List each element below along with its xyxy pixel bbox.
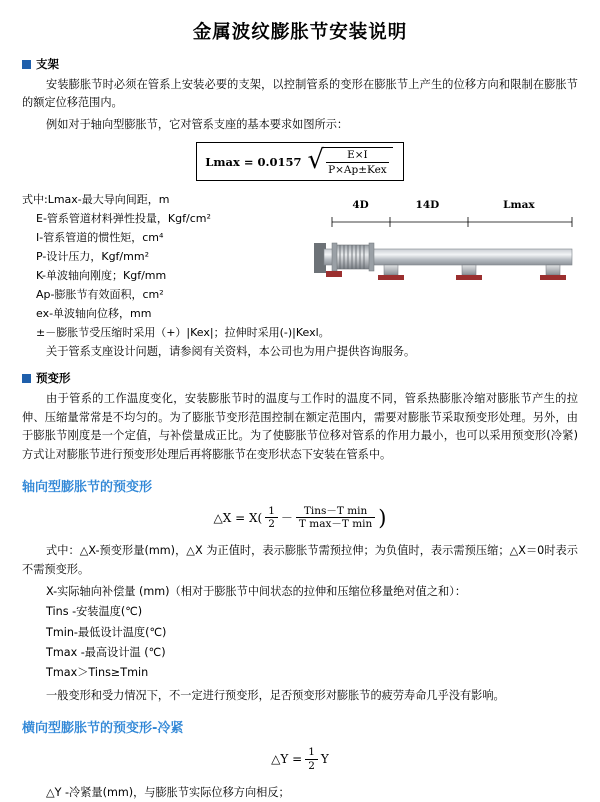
axial-formula-note: 式中：△X-预变形量(mm)，△X 为正值时，表示膨胀节需预拉伸；为负值时，表示需预压缩；△X＝0时表示不需预变形。 [22,544,578,576]
symbol-legend [22,191,330,342]
axial-symbol-item: Tins -安装温度(℃) [46,605,143,619]
half-numerator: 1 [308,746,315,759]
legend-item: ex-单波轴向位移，mm [36,306,152,320]
section-heading-predeform [22,370,578,386]
section-label-predeform: 预变形 [36,371,71,386]
bracket-paragraph-1: 安装膨胀节时必须在管系上安装必要的支架，以控制管系的变形在膨胀节上产生的位移方向和限制在膨胀节的额定位移范围内。 [22,78,578,110]
figure-label-lmax: Lmax [503,199,535,212]
temp-numerator: Tins－T min [303,505,368,518]
legend-and-figure [22,191,578,342]
axial-symbol-item: Tmin-最低设计温度(℃) [46,625,167,639]
piping-diagram-svg [310,213,578,295]
sqrt-icon: √ [307,145,325,176]
section-heading-bracket [22,56,578,72]
legend-item: ±－膨胀节受压缩时采用（+）|Kex|；拉伸时采用(-)|Kexl。 [36,325,330,339]
axial-tail-note: 一般变形和受力情况下，不一定进行预变形，足否预变形对膨胀节的疲劳寿命几乎没有影响。 [46,689,505,702]
figure-dimension-labels [310,199,578,213]
legend-item: 式中:Lmax-最大导向间距，m [22,193,170,207]
lateral-formula-lhs: △Y = [271,752,303,767]
sqrt-group [307,147,392,176]
subheading-lateral-predeform: 横向型膨胀节的预变形-冷紧 [22,721,184,737]
bracket-paragraph-2: 例如对于轴向型膨胀节，它对管系支座的基本要求如图所示： [46,117,349,131]
lmax-formula-box [196,142,403,181]
legend-item: E-管系管道材料弹性投量，Kgf/cm² [36,212,211,226]
expansion-joint-figure [310,199,578,295]
figure-label-4d: 4D [352,199,369,212]
axial-symbol-item: Tmax＞Tins≥Tmin [46,665,149,679]
axial-symbol-item: Tmax -最高设计温 (℃) [46,645,166,659]
temp-denominator: T max－T min [296,517,375,530]
lmax-formula-denominator: P×Ap±Kex [328,164,387,177]
section-label-bracket: 支架 [36,57,59,71]
bellows-unit [332,243,374,271]
half-denominator: 2 [305,759,318,772]
figure-label-14d: 14D [415,199,440,212]
lmax-formula-numerator: E×I [347,149,368,162]
bracket-paragraph-3: 关于管系支座设计问题，请参阅有关资料，本公司也为用户提供咨询服务。 [46,344,416,358]
lateral-predeform-formula [22,746,578,771]
lmax-formula-lhs: Lmax = 0.0157 [205,154,302,169]
axial-predeform-formula [22,505,578,530]
axial-formula-fraction-half [265,505,278,530]
legend-item: K-单波轴向刚度；Kgf/mm [36,269,167,283]
page-title: 金属波纹膨胀节安装说明 [192,22,408,43]
subheading-axial-predeform: 轴向型膨胀节的预变形 [22,480,153,496]
legend-item: P-设计压力，Kgf/mm² [36,250,149,264]
legend-item: Ap-膨胀节有效面积，cm² [36,287,164,301]
half-denominator: 2 [265,517,278,530]
half-numerator: 1 [268,505,275,518]
lmax-formula [22,142,578,181]
blue-square-bullet-icon [22,374,31,383]
legend-item: I-管系管道的惯性矩，cm⁴ [36,231,164,245]
axial-formula-minus: － [280,511,293,526]
blue-square-bullet-icon [22,60,31,69]
lateral-formula-note: △Y -冷紧量(mm)，与膨胀节实际位移方向相反； [46,785,290,799]
lateral-formula-fraction-half [305,746,318,771]
axial-symbol-item: X-实际轴向补偿量 (mm)（相对于膨胀节中间状态的拉伸和压缩位移量绝对值之和）： [46,585,467,599]
axial-formula-rhs: ) [378,505,387,530]
lateral-formula-rhs: Y [320,752,329,767]
dimension-lines [332,217,572,227]
axial-formula-lhs: △X = X( [213,510,263,525]
predeform-paragraph-1: 由于管系的工作温度变化，安装膨胀节时的温度与工作时的温度不同，管系热膨胀冷缩对膨胀节产生的拉伸、压缩量常常是不均匀的。为了膨胀节变形范围控制在额定范围内，需要对膨胀节采取预变形处理。另外，由于膨胀节刚度是一个定值，与补偿量成正比。为了使膨胀节位移对管系的作用力最小，也可以采用预变形(冷紧)方式让对膨胀节进行预变形处理后再将膨胀节在变形状态下安装在管系中。 [22,392,578,461]
sqrt-content [324,147,393,176]
axial-formula-temp-fraction [296,505,375,530]
